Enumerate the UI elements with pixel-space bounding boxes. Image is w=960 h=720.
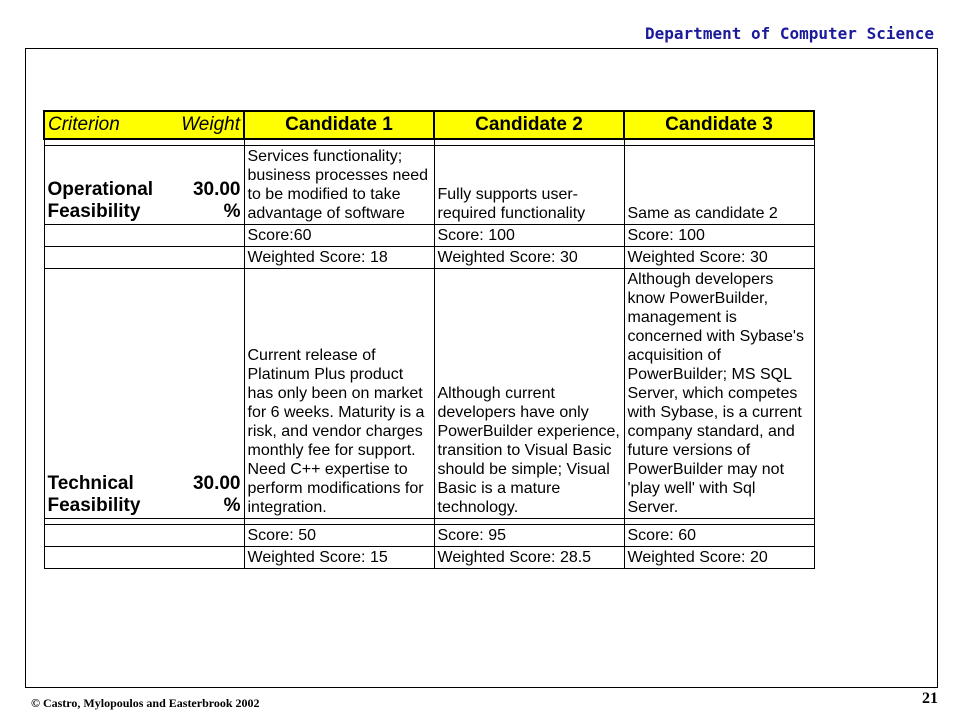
page-number: 21 bbox=[922, 690, 938, 707]
criterion-header: Criterion bbox=[48, 114, 120, 135]
feasibility-table bbox=[43, 110, 815, 569]
candidate-3-header: Candidate 3 bbox=[624, 111, 814, 139]
table-row bbox=[44, 145, 814, 224]
candidate-2-header: Candidate 2 bbox=[434, 111, 624, 139]
criterion-weight: 30.00 % bbox=[192, 178, 241, 222]
weighted-score-cell: Weighted Score: 30 bbox=[624, 246, 814, 268]
department-title: Department of Computer Science bbox=[645, 24, 934, 43]
criterion-weight: 30.00 % bbox=[192, 472, 241, 516]
description-cell: Although current developers have only PowerBuilder experience, transition to Visual Basic should be simple; Visual Basic is a mature technology. bbox=[434, 268, 624, 518]
weighted-score-row bbox=[44, 246, 814, 268]
description-cell: Services functionality; business processes need to be modified to take advantage of software bbox=[244, 145, 434, 224]
criterion-cell bbox=[44, 145, 244, 224]
copyright-notice: © Castro, Mylopoulos and Easterbrook 2002 bbox=[31, 696, 260, 710]
weight-header: Weight bbox=[181, 114, 240, 135]
description-cell: Current release of Platinum Plus product has only been on market for 6 weeks. Maturity is a risk, and vendor charges monthly fee for support. Need C++ expertise to perform modifications for integration. bbox=[244, 268, 434, 518]
score-cell: Score: 100 bbox=[434, 224, 624, 246]
weighted-score-cell: Weighted Score: 18 bbox=[244, 246, 434, 268]
weighted-score-cell: Weighted Score: 30 bbox=[434, 246, 624, 268]
weighted-score-cell: Weighted Score: 28.5 bbox=[434, 546, 624, 568]
criterion-cell bbox=[44, 268, 244, 518]
description-cell: Fully supports user-required functionality bbox=[434, 145, 624, 224]
weighted-score-cell: Weighted Score: 15 bbox=[244, 546, 434, 568]
score-cell: Score: 100 bbox=[624, 224, 814, 246]
candidate-1-header: Candidate 1 bbox=[244, 111, 434, 139]
table-header-row bbox=[44, 111, 814, 139]
table-row bbox=[44, 268, 814, 518]
weighted-score-cell: Weighted Score: 20 bbox=[624, 546, 814, 568]
criterion-name: Technical Feasibility bbox=[47, 472, 141, 516]
score-cell: Score: 95 bbox=[434, 524, 624, 546]
criterion-name: Operational Feasibility bbox=[47, 178, 154, 222]
criterion-weight-header bbox=[44, 111, 244, 139]
score-cell: Score: 50 bbox=[244, 524, 434, 546]
description-cell: Although developers know PowerBuilder, management is concerned with Sybase's acquisition of PowerBuilder; MS SQL Server, which competes with Sybase, is a current company standard, and future versions of PowerBuilder may not 'play well' with Sql Server. bbox=[624, 268, 814, 518]
score-row bbox=[44, 224, 814, 246]
score-cell: Score: 60 bbox=[624, 524, 814, 546]
description-cell: Same as candidate 2 bbox=[624, 145, 814, 224]
score-cell: Score:60 bbox=[244, 224, 434, 246]
weighted-score-row bbox=[44, 546, 814, 568]
score-row bbox=[44, 524, 814, 546]
